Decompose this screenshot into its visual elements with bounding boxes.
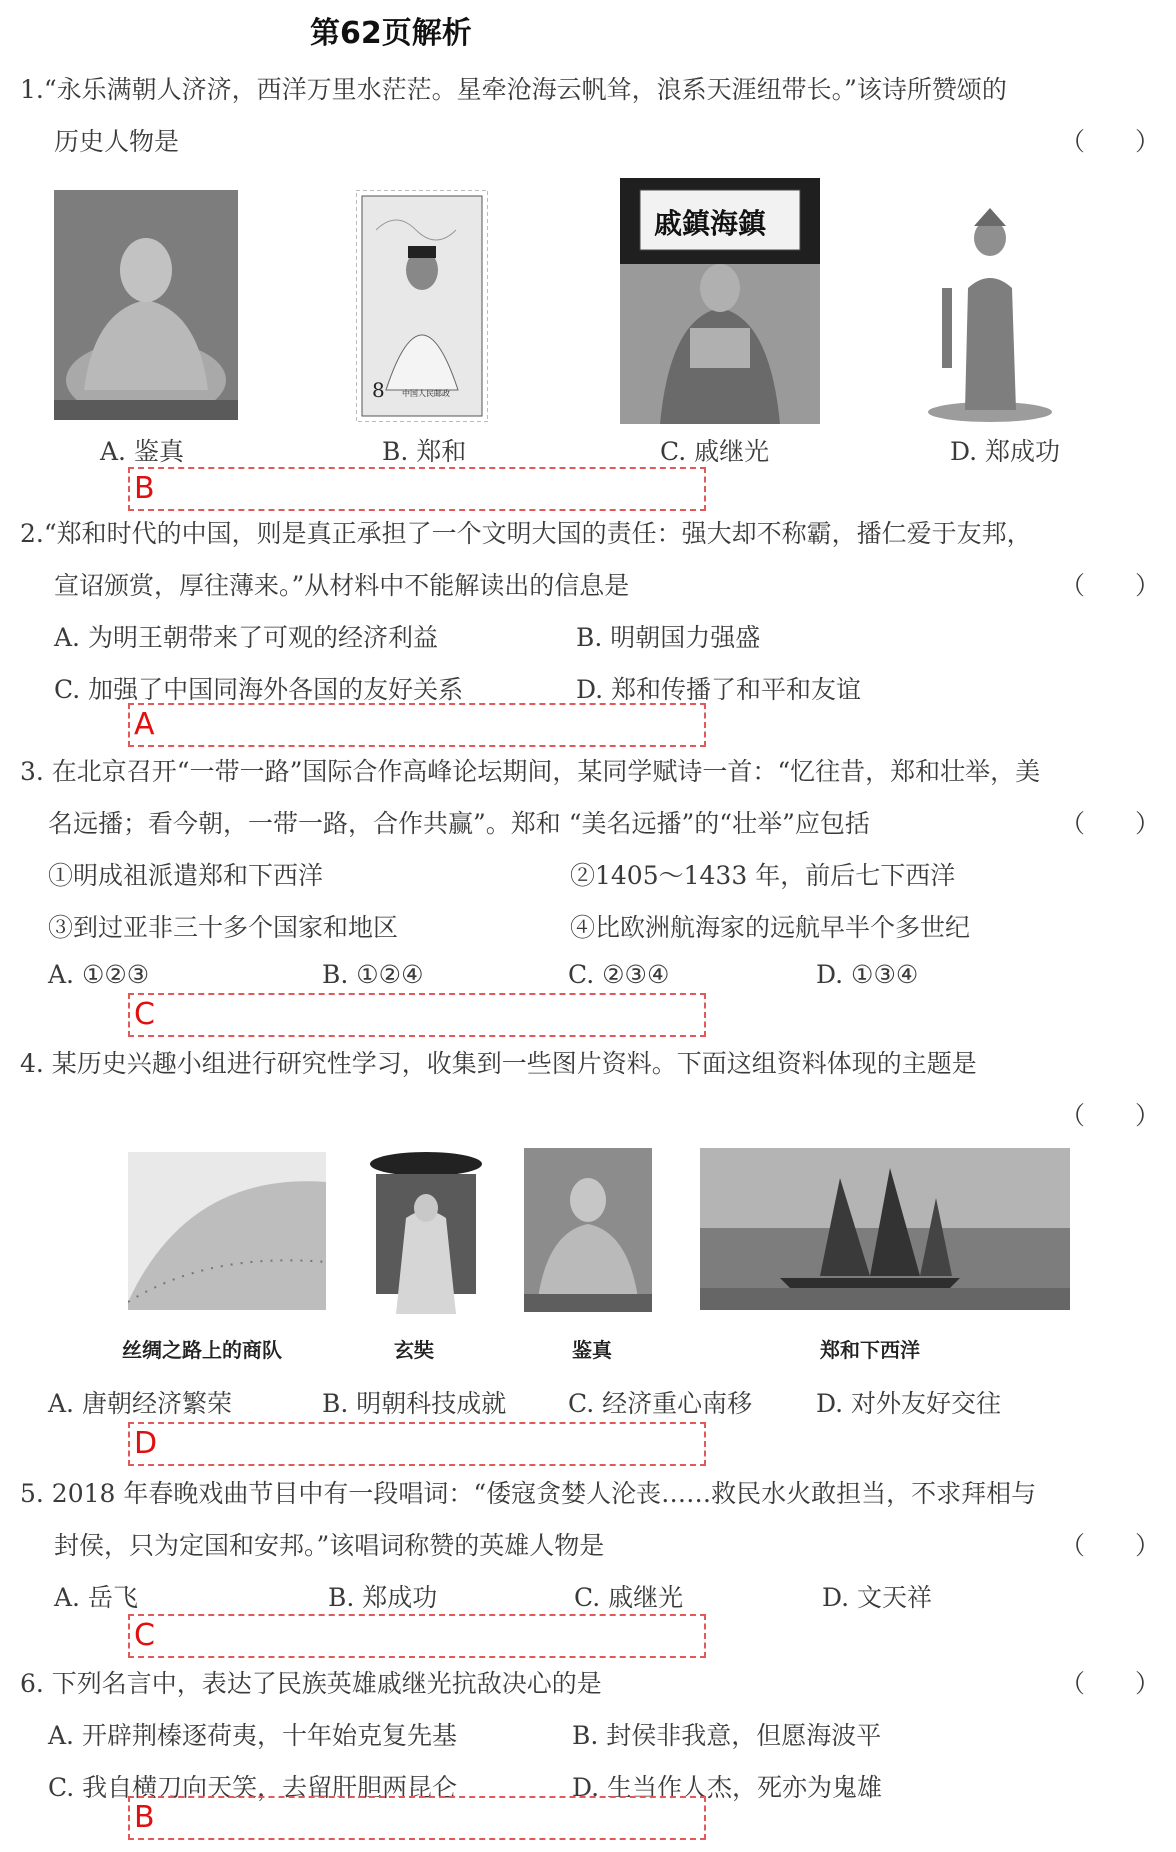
statement-2: ②1405～1433 年，前后七下西洋 bbox=[570, 861, 956, 890]
option-b: B. 明朝科技成就 bbox=[322, 1389, 507, 1418]
question-5 bbox=[20, 1474, 1160, 1614]
zheng-he-stamp-image bbox=[356, 190, 488, 422]
answer-text: B bbox=[134, 471, 155, 506]
option-c: C. 戚继光 bbox=[660, 437, 770, 466]
question-3 bbox=[20, 752, 1160, 992]
stamp-value: 8 bbox=[372, 378, 385, 402]
answer-parenthesis: （ ） bbox=[1059, 1531, 1160, 1560]
question-1-line-2: 历史人物是 bbox=[54, 127, 180, 156]
question-2-line-1: 2.“郑和时代的中国，则是真正承担了一个文明大国的责任：强大却不称霸，播仁爱于友邦， bbox=[20, 519, 1032, 548]
question-6-line-1: 6. 下列名言中，表达了民族英雄戚继光抗敌决心的是 bbox=[20, 1669, 602, 1698]
question-1-line-1: 1.“永乐满朝人济济，西洋万里水茫茫。星牵沧海云帆耸，浪系天涯纽带长。”该诗所赞颂的 bbox=[20, 75, 1007, 104]
option-a: A. 为明王朝带来了可观的经济利益 bbox=[54, 623, 438, 652]
answer-parenthesis: （ ） bbox=[1059, 1669, 1160, 1698]
statement-4: ④比欧洲航海家的远航早半个多世纪 bbox=[570, 913, 971, 942]
option-d: D. 对外友好交往 bbox=[816, 1389, 1002, 1418]
option-c: C. ②③④ bbox=[568, 960, 670, 989]
option-b: B. 郑成功 bbox=[328, 1583, 438, 1612]
question-2-line-2: 宣诏颁赏，厚往薄来。”从材料中不能解读出的信息是 bbox=[54, 571, 630, 600]
option-a: A. 鉴真 bbox=[100, 437, 184, 466]
zheng-chenggong-statue-image bbox=[920, 198, 1060, 424]
option-d: D. 生当作人杰，死亦为鬼雄 bbox=[572, 1773, 883, 1802]
caption-silk-road: 丝绸之路上的商队 bbox=[122, 1338, 282, 1362]
question-4-line-1: 4. 某历史兴趣小组进行研究性学习，收集到一些图片资料。下面这组资料体现的主题是 bbox=[20, 1049, 977, 1078]
answer-box-3 bbox=[128, 993, 706, 1037]
answer-box-5 bbox=[128, 1614, 706, 1658]
stamp-text: 中国人民邮政 bbox=[402, 389, 450, 398]
statement-1: ①明成祖派遣郑和下西洋 bbox=[48, 861, 324, 890]
jianzhen-statue-image bbox=[54, 190, 238, 420]
question-4 bbox=[20, 1044, 1160, 1418]
option-d: D. 郑和传播了和平和友谊 bbox=[576, 675, 862, 704]
answer-text: D bbox=[134, 1426, 158, 1461]
option-a: A. 开辟荆榛逐荷夷，十年始克复先基 bbox=[48, 1721, 457, 1750]
question-2 bbox=[20, 514, 1160, 704]
answer-text: A bbox=[134, 707, 155, 742]
option-d: D. 文天祥 bbox=[822, 1583, 933, 1612]
statement-3: ③到过亚非三十多个国家和地区 bbox=[48, 913, 399, 942]
option-a: A. 岳飞 bbox=[54, 1583, 138, 1612]
option-c: C. 戚继光 bbox=[574, 1583, 684, 1612]
caption-xuanzang: 玄奘 bbox=[394, 1338, 434, 1362]
answer-box-1 bbox=[128, 467, 706, 511]
question-5-line-1: 5. 2018 年春晚戏曲节目中有一段唱词：“倭寇贪婪人沦丧……救民水火敢担当，不求拜相与 bbox=[20, 1479, 1037, 1508]
option-a: A. ①②③ bbox=[48, 960, 150, 989]
option-b: B. 封侯非我意，但愿海波平 bbox=[572, 1721, 882, 1750]
page-title: 第62页解析 bbox=[310, 16, 472, 51]
answer-box-4 bbox=[128, 1422, 706, 1466]
answer-text: C bbox=[134, 1618, 155, 1653]
caption-jianzhen: 鉴真 bbox=[572, 1338, 612, 1362]
xuanzang-image bbox=[366, 1148, 486, 1314]
question-5-line-2: 封侯，只为定国和安邦。”该唱词称赞的英雄人物是 bbox=[54, 1531, 605, 1560]
jianzhen-statue-image bbox=[524, 1148, 652, 1312]
option-b: B. 明朝国力强盛 bbox=[576, 623, 761, 652]
plaque-text: 戚鎮海鎮 bbox=[654, 207, 767, 240]
qi-jiguang-statue-image bbox=[620, 178, 820, 424]
answer-box-2 bbox=[128, 703, 706, 747]
zheng-he-voyage-image bbox=[700, 1148, 1070, 1310]
answer-box-6 bbox=[128, 1796, 706, 1840]
question-3-line-1: 3. 在北京召开“一带一路”国际合作高峰论坛期间，某同学赋诗一首：“忆往昔，郑和壮举，美 bbox=[20, 757, 1041, 786]
question-1 bbox=[20, 70, 1160, 490]
question-3-line-2: 名远播；看今朝，一带一路，合作共赢”。郑和 “美名远播”的“壮举”应包括 bbox=[48, 809, 870, 838]
option-a: A. 唐朝经济繁荣 bbox=[48, 1389, 232, 1418]
option-c: C. 我自横刀向天笑，去留肝胆两昆仑 bbox=[48, 1773, 458, 1802]
option-c: C. 加强了中国同海外各国的友好关系 bbox=[54, 675, 464, 704]
answer-text: B bbox=[134, 1800, 155, 1835]
answer-parenthesis: （ ） bbox=[1059, 127, 1160, 156]
option-d: D. ①③④ bbox=[816, 960, 919, 989]
answer-parenthesis: （ ） bbox=[1059, 571, 1160, 600]
silk-road-caravan-image bbox=[128, 1152, 326, 1310]
option-b: B. ①②④ bbox=[322, 960, 424, 989]
option-b: B. 郑和 bbox=[382, 437, 467, 466]
option-d: D. 郑成功 bbox=[950, 437, 1061, 466]
question-6 bbox=[20, 1664, 1160, 1804]
answer-parenthesis: （ ） bbox=[1059, 809, 1160, 838]
answer-parenthesis: （ ） bbox=[1059, 1101, 1160, 1130]
option-c: C. 经济重心南移 bbox=[568, 1389, 753, 1418]
caption-zheng-he: 郑和下西洋 bbox=[820, 1338, 920, 1362]
answer-text: C bbox=[134, 997, 155, 1032]
